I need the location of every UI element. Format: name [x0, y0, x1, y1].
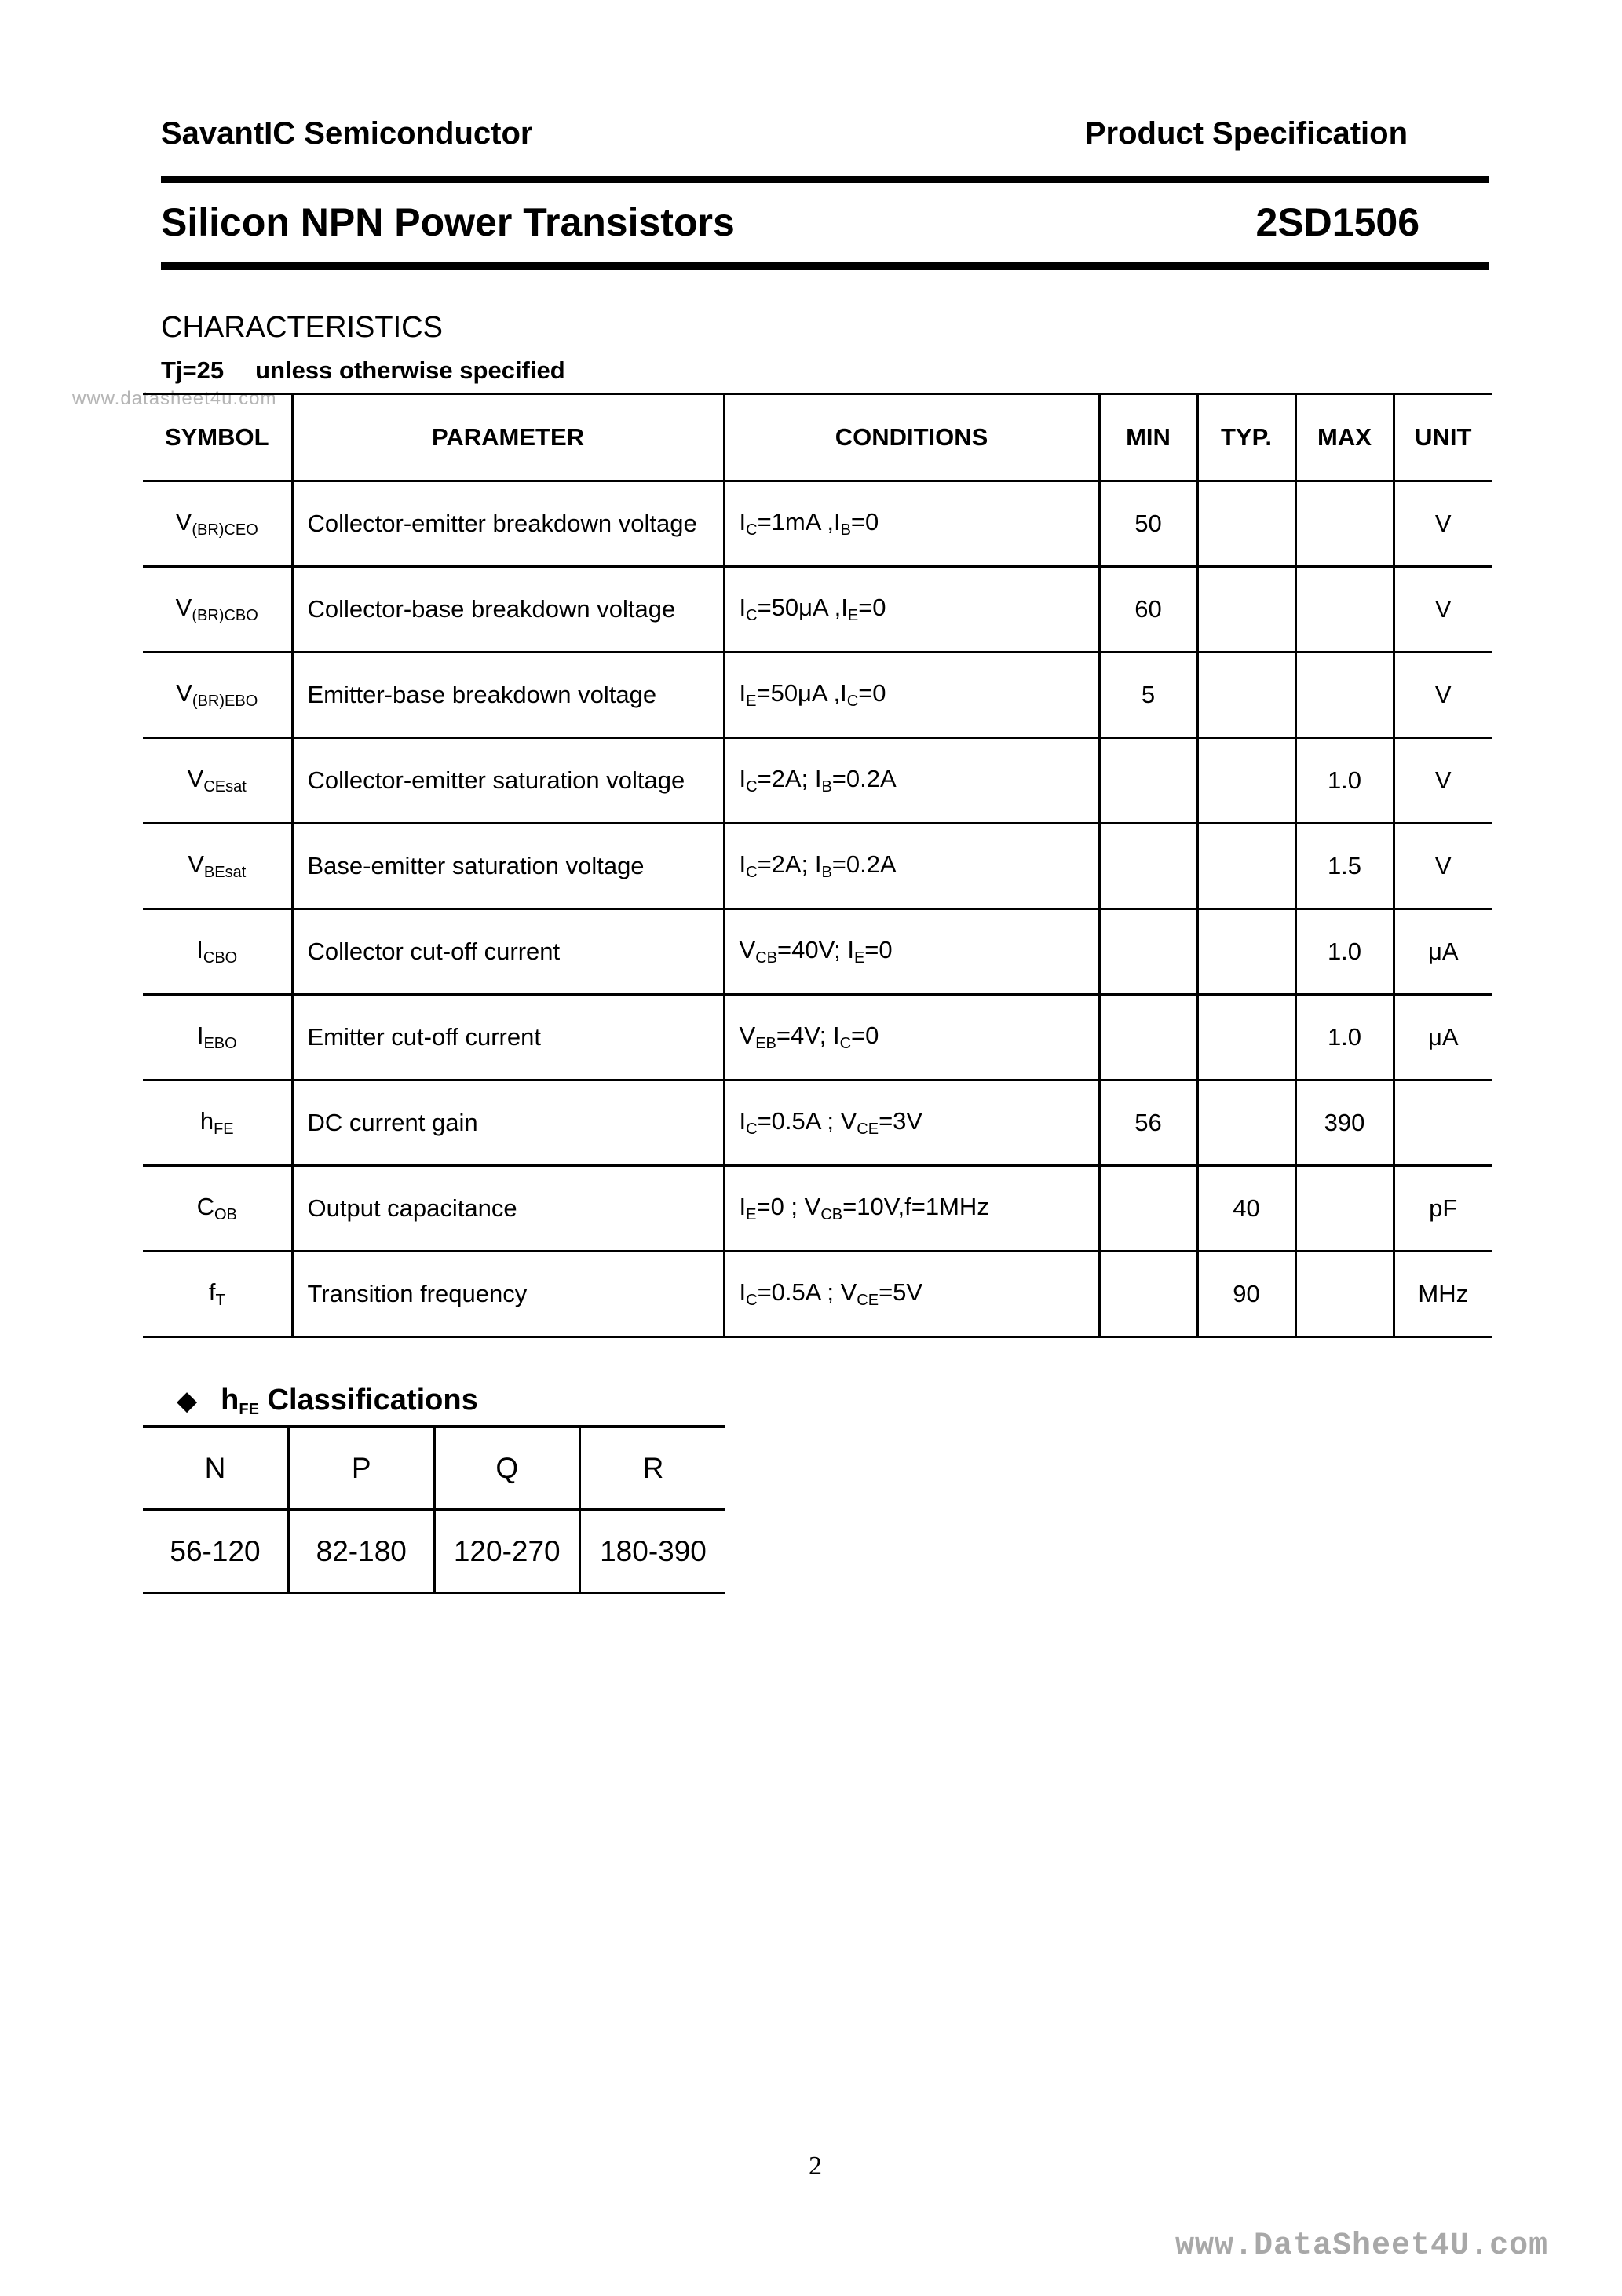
max-cell [1295, 1166, 1394, 1252]
max-cell: 1.5 [1295, 824, 1394, 909]
part-number: 2SD1506 [1255, 200, 1419, 244]
typ-cell [1197, 1080, 1295, 1166]
table-row [143, 653, 1492, 738]
typ-cell: 90 [1197, 1252, 1295, 1337]
typ-cell [1197, 567, 1295, 653]
characteristics-table [143, 393, 1492, 1338]
unit-cell: μA [1394, 909, 1492, 995]
typ-cell [1197, 653, 1295, 738]
unit-cell: V [1394, 567, 1492, 653]
col-header-typ: TYP. [1197, 394, 1295, 481]
conditions-cell: $I_E=50\mu A$ $,I_C=0$ [724, 653, 1099, 738]
symbol-cell: $C_{OB}$ [143, 1166, 292, 1252]
symbol-cell: $I_{EBO}$ [143, 995, 292, 1080]
max-cell: 1.0 [1295, 738, 1394, 824]
parameter-cell: Transition frequency [292, 1252, 724, 1337]
hfe-range-p: 82-180 [289, 1510, 435, 1593]
unit-cell: MHz [1394, 1252, 1492, 1337]
typ-cell [1197, 481, 1295, 567]
condition-prefix: Tj=25 [161, 356, 225, 384]
max-cell [1295, 567, 1394, 653]
unit-cell: V [1394, 481, 1492, 567]
page-number: 2 [809, 2152, 822, 2181]
symbol-cell: $V_{(BR)CBO}$ [143, 567, 292, 653]
unit-cell: V [1394, 738, 1492, 824]
conditions-cell: $I_C=2A$; $I_B=0.2A$ [724, 824, 1099, 909]
table-row [143, 738, 1492, 824]
hfe-range-q: 120-270 [434, 1510, 580, 1593]
hfe-class-r: R [580, 1427, 726, 1510]
min-cell [1099, 909, 1197, 995]
hfe-class-p: P [289, 1427, 435, 1510]
unit-cell: V [1394, 824, 1492, 909]
min-cell: 50 [1099, 481, 1197, 567]
conditions-cell: $I_E=0$ ; $V_{CB}=10V,f=1MHz$ [724, 1166, 1099, 1252]
watermark-bottom: www.DataSheet4U.com [1175, 2228, 1549, 2264]
typ-cell [1197, 738, 1295, 824]
section-title: CHARACTERISTICS [161, 311, 443, 344]
typ-cell [1197, 995, 1295, 1080]
watermark-top: www.datasheet4u.com [72, 388, 277, 409]
hfe-range-row [143, 1510, 725, 1593]
conditions-cell: $I_C=1mA$ $,I_B=0$ [724, 481, 1099, 567]
col-header-parameter: PARAMETER [292, 394, 724, 481]
parameter-cell: Collector-base breakdown voltage [292, 567, 724, 653]
max-cell [1295, 481, 1394, 567]
col-header-max: MAX [1295, 394, 1394, 481]
hfe-classification-table [143, 1425, 725, 1594]
min-cell [1099, 1166, 1197, 1252]
typ-cell [1197, 824, 1295, 909]
col-header-symbol: SYMBOL [143, 394, 292, 481]
table-row [143, 567, 1492, 653]
col-header-conditions: CONDITIONS [724, 394, 1099, 481]
header-top-rule [161, 176, 1489, 183]
header-bottom-rule [161, 262, 1489, 270]
parameter-cell: Collector-emitter saturation voltage [292, 738, 724, 824]
max-cell [1295, 653, 1394, 738]
conditions-cell: $I_C=0.5A$ ; $V_{CE}=3V$ [724, 1080, 1099, 1166]
diamond-bullet-icon: ◆ [177, 1386, 198, 1416]
min-cell: 56 [1099, 1080, 1197, 1166]
conditions-cell: $V_{EB}=4V$; $I_C=0$ [724, 995, 1099, 1080]
conditions-cell: $I_C=2A$; $I_B=0.2A$ [724, 738, 1099, 824]
table-header-row [143, 394, 1492, 481]
symbol-cell: $h_{FE}$ [143, 1080, 292, 1166]
min-cell [1099, 995, 1197, 1080]
min-cell [1099, 824, 1197, 909]
table-row [143, 1166, 1492, 1252]
min-cell: 60 [1099, 567, 1197, 653]
unit-cell: pF [1394, 1166, 1492, 1252]
min-cell [1099, 738, 1197, 824]
typ-cell: 40 [1197, 1166, 1295, 1252]
symbol-cell: $I_{CBO}$ [143, 909, 292, 995]
temperature-condition [161, 356, 565, 385]
hfe-range-r: 180-390 [580, 1510, 726, 1593]
table-row [143, 995, 1492, 1080]
symbol-cell: $V_{(BR)EBO}$ [143, 653, 292, 738]
symbol-cell: $V_{CEsat}$ [143, 738, 292, 824]
conditions-cell: $I_C=0.5A$ ; $V_{CE}=5V$ [724, 1252, 1099, 1337]
parameter-cell: Output capacitance [292, 1166, 724, 1252]
parameter-cell: Emitter-base breakdown voltage [292, 653, 724, 738]
unit-cell: V [1394, 653, 1492, 738]
max-cell: 1.0 [1295, 909, 1394, 995]
parameter-cell: DC current gain [292, 1080, 724, 1166]
hfe-class-q: Q [434, 1427, 580, 1510]
condition-note: unless otherwise specified [255, 356, 565, 384]
max-cell [1295, 1252, 1394, 1337]
unit-cell: μA [1394, 995, 1492, 1080]
conditions-cell: $V_{CB}=40V$; $I_E=0$ [724, 909, 1099, 995]
col-header-min: MIN [1099, 394, 1197, 481]
parameter-cell: Collector-emitter breakdown voltage [292, 481, 724, 567]
table-row [143, 909, 1492, 995]
document-type: Product Specification [1084, 116, 1408, 151]
parameter-cell: Base-emitter saturation voltage [292, 824, 724, 909]
table-row [143, 824, 1492, 909]
parameter-cell: Emitter cut-off current [292, 995, 724, 1080]
hfe-class-row [143, 1427, 725, 1510]
product-family-title: Silicon NPN Power Transistors [161, 200, 735, 244]
hfe-classifications-title: ◆ $h_{FE}$ Classifications [177, 1384, 478, 1418]
min-cell [1099, 1252, 1197, 1337]
parameter-cell: Collector cut-off current [292, 909, 724, 995]
symbol-cell: $f_T$ [143, 1252, 292, 1337]
col-header-unit: UNIT [1394, 394, 1492, 481]
min-cell: 5 [1099, 653, 1197, 738]
unit-cell [1394, 1080, 1492, 1166]
symbol-cell: $V_{(BR)CEO}$ [143, 481, 292, 567]
max-cell: 390 [1295, 1080, 1394, 1166]
conditions-cell: $I_C=50\mu A$ $,I_E=0$ [724, 567, 1099, 653]
table-row [143, 481, 1492, 567]
typ-cell [1197, 909, 1295, 995]
table-row [143, 1252, 1492, 1337]
symbol-cell: $V_{BEsat}$ [143, 824, 292, 909]
hfe-class-n: N [143, 1427, 289, 1510]
company-name: SavantIC Semiconductor [161, 116, 533, 151]
table-row [143, 1080, 1492, 1166]
hfe-range-n: 56-120 [143, 1510, 289, 1593]
max-cell: 1.0 [1295, 995, 1394, 1080]
